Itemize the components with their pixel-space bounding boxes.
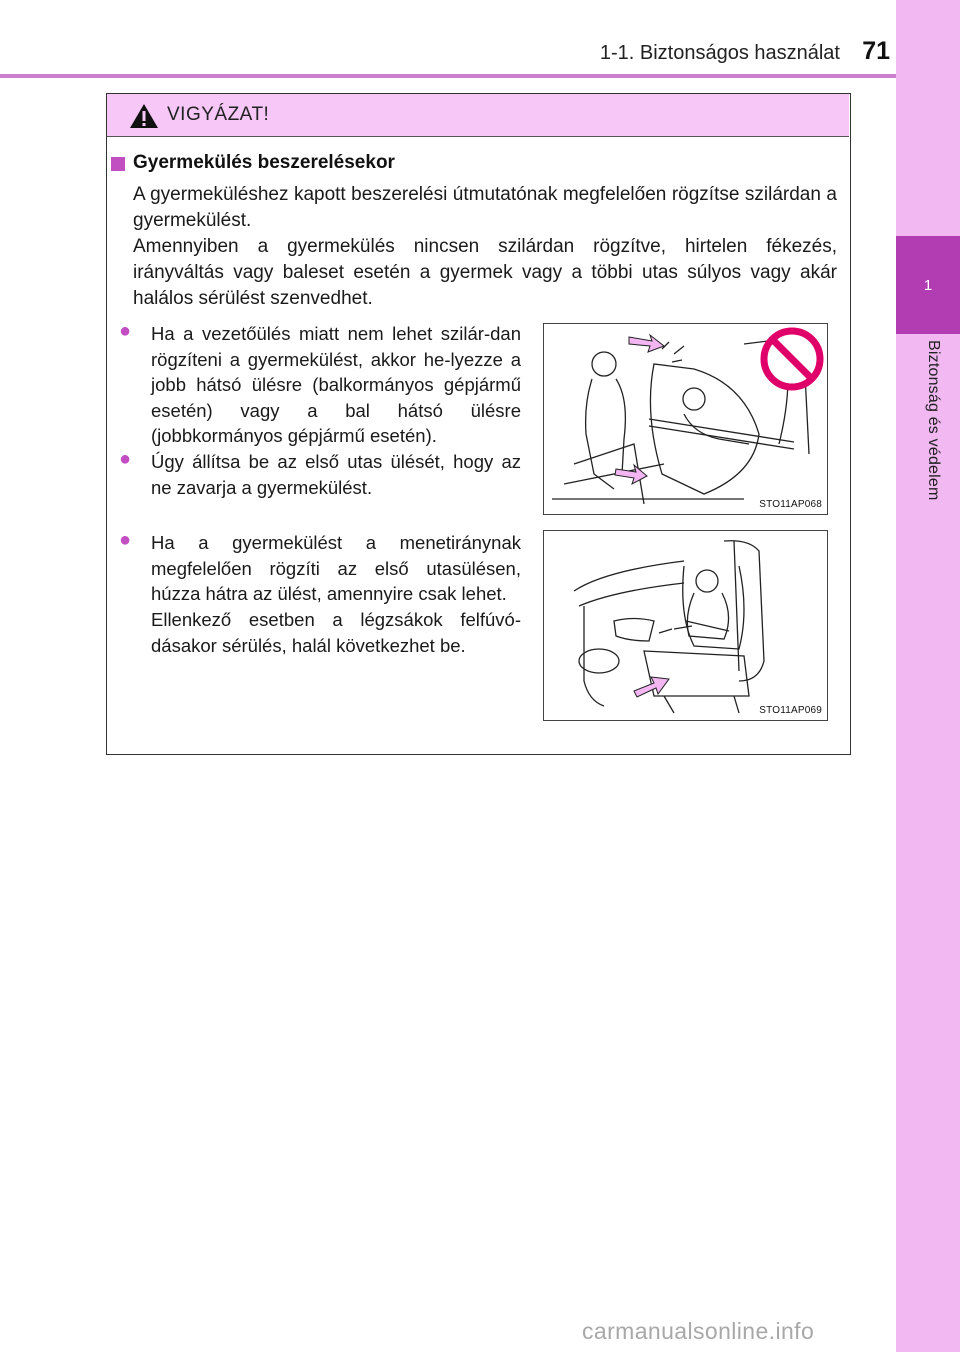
- header-rule: [0, 74, 896, 78]
- childseat-illustration-icon: [544, 324, 827, 514]
- bullet-text: Ha a gyermekülést a menetiránynak megfelelően rögzíti az első utasülésen, húzza hátra az ülést, amennyire csak lehet.: [151, 532, 521, 604]
- figure-rear-seat-childseat: [543, 323, 828, 515]
- square-bullet-icon: [111, 157, 125, 171]
- side-chapter-strip: [896, 0, 960, 1352]
- bullet-text: Úgy állítsa be az első utas ülését, hogy az ne zavarja a gyermekülést.: [151, 451, 521, 498]
- circle-bullet-icon: ●: [119, 529, 132, 551]
- push-arrow-icon: [634, 677, 669, 697]
- caution-box: [106, 93, 851, 755]
- bullet-text-continued: Ellenkező esetben a légzsákok felfúvó-dásakor sérülés, halál következhet be.: [151, 609, 521, 656]
- caution-title: VIGYÁZAT!: [167, 104, 270, 125]
- warning-triangle-icon: [129, 103, 159, 129]
- figure-code: STO11AP068: [759, 499, 822, 510]
- figure-front-seat-childseat: [543, 530, 828, 721]
- front-seat-illustration-icon: [544, 531, 827, 720]
- chapter-tab[interactable]: [896, 236, 960, 334]
- caution-paragraph: A gyermeküléshez kapott beszerelési útmutatónak megfelelően rögzítse szilárdan a gyermekülést.: [133, 184, 837, 231]
- circle-bullet-icon: ●: [119, 320, 132, 342]
- prohibition-icon: [764, 331, 820, 387]
- caution-subtitle: Gyermekülés beszerelésekor: [133, 152, 395, 173]
- figure-code: STO11AP069: [759, 705, 822, 716]
- section-title: 1-1. Biztonságos használat: [599, 42, 840, 64]
- circle-bullet-icon: ●: [119, 448, 132, 470]
- caution-header: [107, 94, 849, 137]
- page-number: 71: [862, 37, 890, 65]
- bullet-text: Ha a vezetőülés miatt nem lehet szilár-dan rögzíteni a gyermekülést, akkor he-lyezze a jobb hátsó ülésre (balkormányos gépjármű esetén) vagy a bal hátsó ülésre (jobbkormányos gépjármű esetén).: [151, 323, 521, 446]
- chapter-number: 1: [923, 276, 933, 294]
- caution-paragraph: Amennyiben a gyermekülés nincsen szilárdan rögzítve, hirtelen fékezés, irányváltás vagy baleset esetén a gyermek vagy a többi utas súlyos vagy akár halálos sérülést szenvedhet.: [133, 236, 837, 309]
- watermark: carmanualsonline.info: [582, 1318, 815, 1344]
- chapter-label: Biztonság és védelem: [925, 340, 942, 501]
